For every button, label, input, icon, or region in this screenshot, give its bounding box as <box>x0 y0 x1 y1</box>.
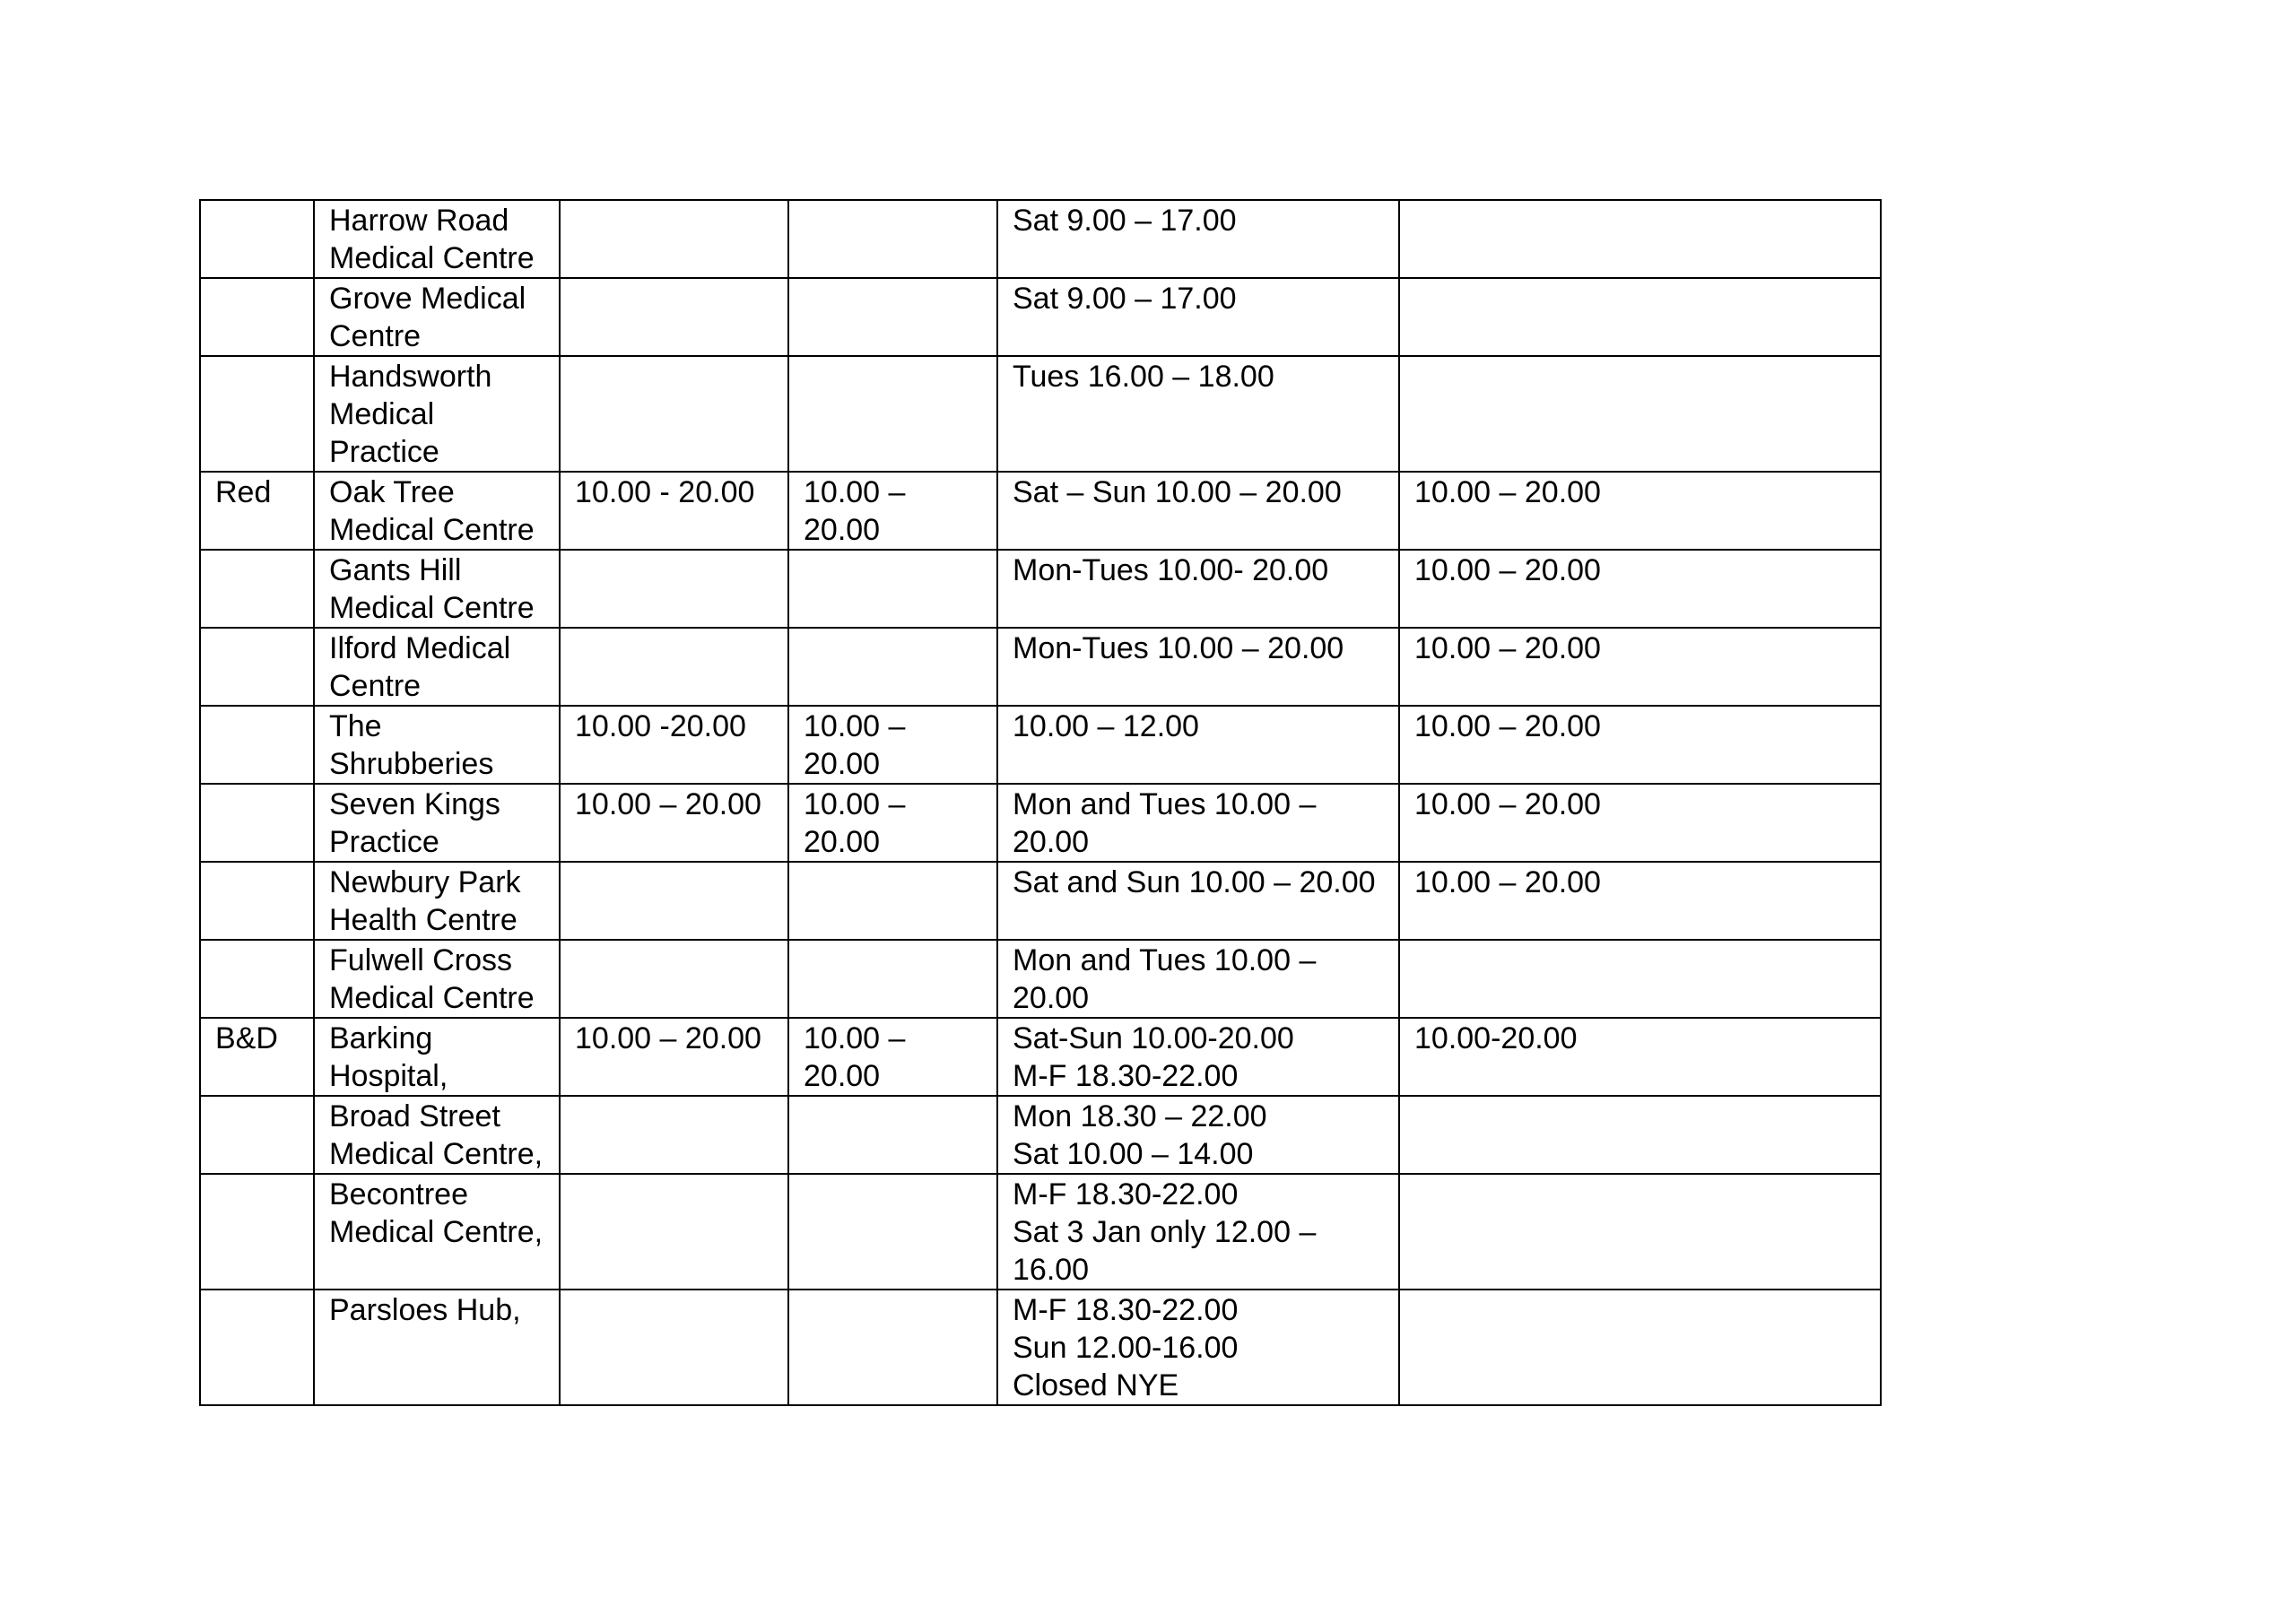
cell-text-line: Sat 3 Jan only 12.00 – <box>1013 1215 1317 1249</box>
cell-text-line: Mon and Tues 10.00 – <box>1013 787 1317 821</box>
hours-column-6-cell <box>1399 200 1881 278</box>
cell-text-line: Practice <box>329 825 439 859</box>
cell-text-line: 10.00-20.00 <box>1414 1021 1578 1055</box>
cell-text-line: Broad Street <box>329 1099 500 1133</box>
hours-column-6-cell <box>1399 706 1881 784</box>
cell-text-line: 10.00 – 20.00 <box>575 787 761 821</box>
area-cell <box>200 1018 314 1096</box>
area-cell <box>200 940 314 1018</box>
cell-text-line: 20.00 <box>804 747 881 781</box>
cell-text-line: Sat 10.00 – 14.00 <box>1013 1137 1254 1171</box>
cell-text-line: Medical <box>329 397 435 431</box>
table-row <box>200 628 1881 706</box>
opening-hours-table <box>199 199 1882 1406</box>
cell-text-line: Gants Hill <box>329 553 462 587</box>
hours-column-4-cell <box>788 278 997 356</box>
hours-column-4-cell <box>788 628 997 706</box>
cell-text-line: Medical Centre <box>329 241 535 275</box>
area-cell <box>200 472 314 550</box>
hours-column-6-cell <box>1399 550 1881 628</box>
hours-column-3-cell <box>560 472 788 550</box>
cell-text-line: 10.00 – 12.00 <box>1013 709 1199 743</box>
cell-text-line: 10.00 – 20.00 <box>1414 865 1601 899</box>
area-cell <box>200 200 314 278</box>
practice-name-cell <box>314 1290 560 1405</box>
area-cell <box>200 278 314 356</box>
cell-text-line: Sun 12.00-16.00 <box>1013 1331 1239 1365</box>
hours-column-6-cell <box>1399 1018 1881 1096</box>
cell-text-line: 20.00 <box>804 513 881 547</box>
area-cell <box>200 706 314 784</box>
area-cell <box>200 1174 314 1290</box>
table-row <box>200 1096 1881 1174</box>
cell-text-line: Sat 9.00 – 17.00 <box>1013 282 1237 316</box>
hours-column-4-cell <box>788 1290 997 1405</box>
cell-text-line: 20.00 <box>1013 825 1090 859</box>
cell-text-line: Grove Medical <box>329 282 526 316</box>
hours-column-5-cell <box>997 550 1399 628</box>
hours-column-6-cell <box>1399 940 1881 1018</box>
hours-column-4-cell <box>788 550 997 628</box>
cell-text-line: 10.00 – 20.00 <box>1414 787 1601 821</box>
table-row <box>200 200 1881 278</box>
cell-text-line: Mon and Tues 10.00 – <box>1013 943 1317 977</box>
hours-column-3-cell <box>560 278 788 356</box>
practice-name-cell <box>314 862 560 940</box>
hours-column-6-cell <box>1399 1096 1881 1174</box>
cell-text-line: Centre <box>329 669 422 703</box>
hours-column-4-cell <box>788 862 997 940</box>
area-cell <box>200 1290 314 1405</box>
hours-column-4-cell <box>788 1096 997 1174</box>
area-cell <box>200 356 314 472</box>
practice-name-cell <box>314 1096 560 1174</box>
cell-text-line: Medical Centre, <box>329 1215 544 1249</box>
hours-column-4-cell <box>788 472 997 550</box>
area-cell <box>200 550 314 628</box>
table-row <box>200 862 1881 940</box>
hours-column-3-cell <box>560 550 788 628</box>
cell-text-line: Health Centre <box>329 903 517 937</box>
hours-column-5-cell <box>997 356 1399 472</box>
table-body <box>200 200 1881 1405</box>
practice-name-cell <box>314 472 560 550</box>
hours-column-5-cell <box>997 1018 1399 1096</box>
area-cell <box>200 628 314 706</box>
hours-column-4-cell <box>788 784 997 862</box>
hours-column-4-cell <box>788 940 997 1018</box>
hours-column-4-cell <box>788 356 997 472</box>
cell-text-line: 10.00 -20.00 <box>575 709 746 743</box>
cell-text-line: 16.00 <box>1013 1253 1090 1287</box>
area-cell <box>200 862 314 940</box>
hours-column-4-cell <box>788 200 997 278</box>
cell-text-line: 20.00 <box>804 825 881 859</box>
cell-text-line: The <box>329 709 382 743</box>
hours-column-5-cell <box>997 200 1399 278</box>
cell-text-line: Ilford Medical <box>329 631 511 665</box>
cell-text-line: Newbury Park <box>329 865 521 899</box>
cell-text-line: 10.00 – 20.00 <box>575 1021 761 1055</box>
hours-column-6-cell <box>1399 784 1881 862</box>
hours-column-3-cell <box>560 940 788 1018</box>
cell-text-line: Shrubberies <box>329 747 494 781</box>
cell-text-line: 20.00 <box>1013 981 1090 1015</box>
table-row <box>200 278 1881 356</box>
hours-column-5-cell <box>997 862 1399 940</box>
hours-column-5-cell <box>997 472 1399 550</box>
practice-name-cell <box>314 278 560 356</box>
hours-column-5-cell <box>997 1290 1399 1405</box>
cell-text-line: Harrow Road <box>329 204 509 238</box>
hours-column-4-cell <box>788 1174 997 1290</box>
cell-text-line: 10.00 – <box>804 475 906 509</box>
cell-text-line: Parsloes Hub, <box>329 1293 521 1327</box>
cell-text-line: Medical Centre <box>329 591 535 625</box>
hours-column-3-cell <box>560 1174 788 1290</box>
hours-column-3-cell <box>560 784 788 862</box>
hours-column-6-cell <box>1399 278 1881 356</box>
area-cell <box>200 784 314 862</box>
cell-text-line: M-F 18.30-22.00 <box>1013 1177 1239 1211</box>
practice-name-cell <box>314 784 560 862</box>
cell-text-line: Sat-Sun 10.00-20.00 <box>1013 1021 1294 1055</box>
hours-column-4-cell <box>788 1018 997 1096</box>
cell-text-line: 10.00 – <box>804 787 906 821</box>
cell-text-line: Medical Centre <box>329 513 535 547</box>
table-row <box>200 784 1881 862</box>
cell-text-line: 10.00 – 20.00 <box>1414 553 1601 587</box>
hours-column-5-cell <box>997 940 1399 1018</box>
practice-name-cell <box>314 1018 560 1096</box>
table-row <box>200 1290 1881 1405</box>
hours-column-5-cell <box>997 1174 1399 1290</box>
cell-text-line: Fulwell Cross <box>329 943 513 977</box>
table-row <box>200 550 1881 628</box>
hours-column-5-cell <box>997 706 1399 784</box>
hours-column-3-cell <box>560 1096 788 1174</box>
hours-column-3-cell <box>560 628 788 706</box>
practice-name-cell <box>314 550 560 628</box>
cell-text-line: 10.00 – 20.00 <box>1414 475 1601 509</box>
hours-column-5-cell <box>997 784 1399 862</box>
table-row <box>200 940 1881 1018</box>
practice-name-cell <box>314 200 560 278</box>
area-cell <box>200 1096 314 1174</box>
cell-text-line: Barking <box>329 1021 433 1055</box>
hours-column-5-cell <box>997 278 1399 356</box>
table-row <box>200 356 1881 472</box>
cell-text-line: M-F 18.30-22.00 <box>1013 1059 1239 1093</box>
hours-column-3-cell <box>560 1290 788 1405</box>
hours-column-5-cell <box>997 1096 1399 1174</box>
hours-column-3-cell <box>560 706 788 784</box>
cell-text-line: Tues 16.00 – 18.00 <box>1013 360 1274 394</box>
hours-column-6-cell <box>1399 356 1881 472</box>
practice-name-cell <box>314 628 560 706</box>
hours-column-3-cell <box>560 862 788 940</box>
cell-text-line: Oak Tree <box>329 475 455 509</box>
table-row <box>200 706 1881 784</box>
hours-column-6-cell <box>1399 862 1881 940</box>
cell-text-line: Mon 18.30 – 22.00 <box>1013 1099 1267 1133</box>
hours-column-3-cell <box>560 200 788 278</box>
hours-column-6-cell <box>1399 1174 1881 1290</box>
cell-text-line: 10.00 – 20.00 <box>1414 709 1601 743</box>
table-row <box>200 1018 1881 1096</box>
hours-column-6-cell <box>1399 628 1881 706</box>
practice-name-cell <box>314 706 560 784</box>
cell-text-line: Sat and Sun 10.00 – 20.00 <box>1013 865 1376 899</box>
cell-text-line: Becontree <box>329 1177 468 1211</box>
cell-text-line: 10.00 – <box>804 709 906 743</box>
cell-text-line: Closed NYE <box>1013 1368 1179 1403</box>
hours-column-6-cell <box>1399 472 1881 550</box>
cell-text-line: Mon-Tues 10.00 – 20.00 <box>1013 631 1344 665</box>
hours-column-4-cell <box>788 706 997 784</box>
cell-text-line: Practice <box>329 435 439 469</box>
hours-column-6-cell <box>1399 1290 1881 1405</box>
cell-text-line: Centre <box>329 319 422 353</box>
cell-text-line: 20.00 <box>804 1059 881 1093</box>
practice-name-cell <box>314 356 560 472</box>
cell-text-line: Mon-Tues 10.00- 20.00 <box>1013 553 1329 587</box>
cell-text-line: Handsworth <box>329 360 492 394</box>
table-row <box>200 472 1881 550</box>
cell-text-line: 10.00 – <box>804 1021 906 1055</box>
cell-text-line: B&D <box>215 1021 278 1055</box>
cell-text-line: M-F 18.30-22.00 <box>1013 1293 1239 1327</box>
cell-text-line: 10.00 – 20.00 <box>1414 631 1601 665</box>
hours-column-5-cell <box>997 628 1399 706</box>
cell-text-line: Medical Centre <box>329 981 535 1015</box>
hours-column-3-cell <box>560 356 788 472</box>
cell-text-line: Medical Centre, <box>329 1137 544 1171</box>
hours-column-3-cell <box>560 1018 788 1096</box>
cell-text-line: Seven Kings <box>329 787 500 821</box>
table-row <box>200 1174 1881 1290</box>
cell-text-line: Hospital, <box>329 1059 448 1093</box>
practice-name-cell <box>314 940 560 1018</box>
practice-name-cell <box>314 1174 560 1290</box>
cell-text-line: Sat – Sun 10.00 – 20.00 <box>1013 475 1342 509</box>
cell-text-line: 10.00 - 20.00 <box>575 475 755 509</box>
cell-text-line: Red <box>215 475 272 509</box>
cell-text-line: Sat 9.00 – 17.00 <box>1013 204 1237 238</box>
